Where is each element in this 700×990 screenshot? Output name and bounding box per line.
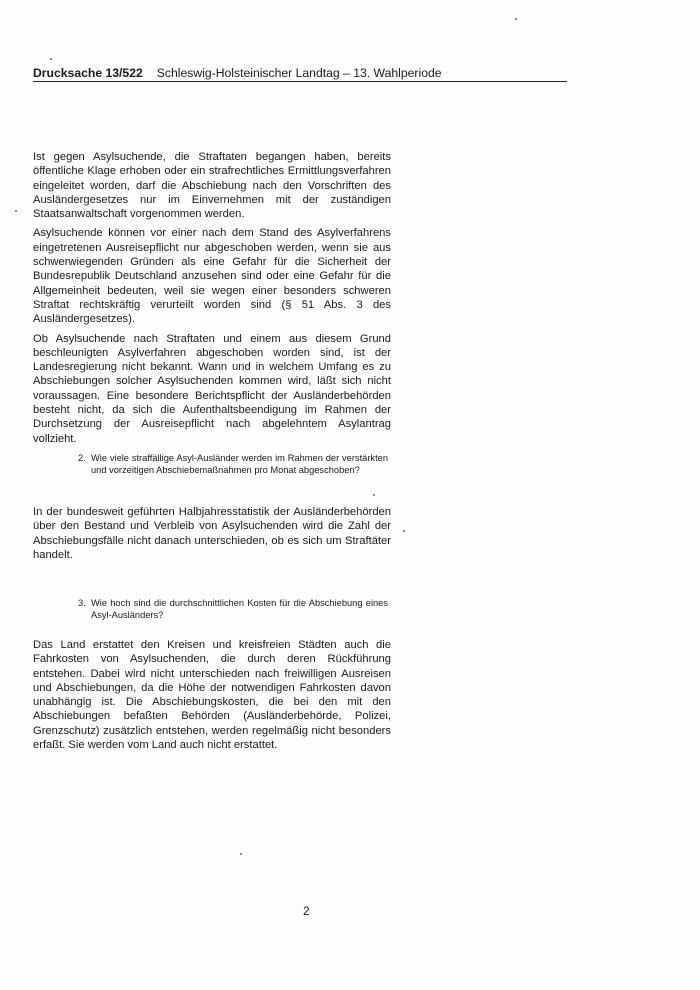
answer-3-section xyxy=(33,638,391,757)
answer-2-section xyxy=(33,505,391,567)
parliament-title: Schleswig-Holsteinischer Landtag – 13. Wahlperiode xyxy=(156,66,442,80)
question-3 xyxy=(78,597,388,622)
question-2-number: 2. xyxy=(78,453,86,463)
page-number: 2 xyxy=(303,904,310,918)
scan-speck xyxy=(403,530,405,532)
scan-speck xyxy=(50,58,52,60)
question-2 xyxy=(78,452,388,477)
answer-1-section xyxy=(33,150,391,451)
document-number: Drucksache 13/522 xyxy=(33,66,143,80)
header-rule xyxy=(33,81,567,82)
answer-3-paragraph: Das Land erstattet den Kreisen und kreisfreien Städten auch die Fahrkosten von Asylsuchenden, die durch deren Rückführung entstehen. Dabei wird nicht unterschieden nach freiwilligen Ausreisen und Abschiebungen, da die Höhe der notwendigen Fahrkosten davon unabhängig ist. Die Abschiebungskosten, die bei den mit den Abschiebungen befaßten Behörden (Ausländerbehörde, Polizei, Grenzschutz) zusätzlich entstehen, werden regelmäßig nicht besonders erfaßt. Sie werden vom Land auch nicht erstattet. xyxy=(33,639,391,752)
question-2-text: Wie viele straffällige Asyl-Ausländer werden im Rahmen der verstärkten und vorzeitigen Abschiebemaßnahmen pro Monat abgeschoben? xyxy=(91,453,388,476)
answer-1-paragraph: Asylsuchende können vor einer nach dem Stand des Asylverfahrens eingetretenen Ausreisepflicht nur abgeschoben werden, wenn sie aus schwerwiegenden Gründen als eine Gefahr für die Sicherheit der Bundesrepublik Deutschland anzusehen sind oder eine Gefahr für die Allgemeinheit bedeuten, weil sie wegen einer besonders schweren Straftat rechtskräftig verurteilt worden sind (§ 51 Abs. 3 des Ausländergesetzes). xyxy=(33,227,391,326)
scan-speck xyxy=(15,210,17,212)
answer-1-paragraph: Ist gegen Asylsuchende, die Straftaten begangen haben, bereits öffentliche Klage erhoben oder ein strafrechtliches Ermittlungsverfahren eingeleitet worden, darf die Abschiebung nach den Vorschriften des Ausländergesetzes nur im Einvernehmen mit der zuständigen Staatsanwaltschaft vorgenommen werden. xyxy=(33,151,391,221)
scan-speck xyxy=(515,18,517,20)
scan-speck xyxy=(373,494,375,496)
answer-1-paragraph: Ob Asylsuchende nach Straftaten und einem aus diesem Grund beschleunigten Asylverfahren abgeschoben worden sind, ist der Landesregierung nicht bekannt. Wann und in welchem Umfang es zu Abschiebungen solcher Asylsuchenden kommen wird, läßt sich nicht voraussagen. Eine besondere Berichtspflicht der Ausländerbehörden besteht nicht, da sich die Aufenthaltsbeendigung im Rahmen der Durchsetzung der Ausreisepflicht nach abgelehntem Asylantrag vollzieht. xyxy=(33,332,391,445)
answer-2-paragraph: In der bundesweit geführten Halbjahresstatistik der Ausländerbehörden über den Bestand und Verbleib von Asylsuchenden wird die Zahl der Abschiebungsfälle nicht danach unterschieden, ob es sich um Straftäter handelt. xyxy=(33,506,391,561)
page-header xyxy=(33,66,567,80)
question-3-text: Wie hoch sind die durchschnittlichen Kosten für die Abschiebung eines Asyl-Ausländers? xyxy=(91,598,388,621)
scan-speck xyxy=(240,853,242,855)
question-3-number: 3. xyxy=(78,598,86,608)
